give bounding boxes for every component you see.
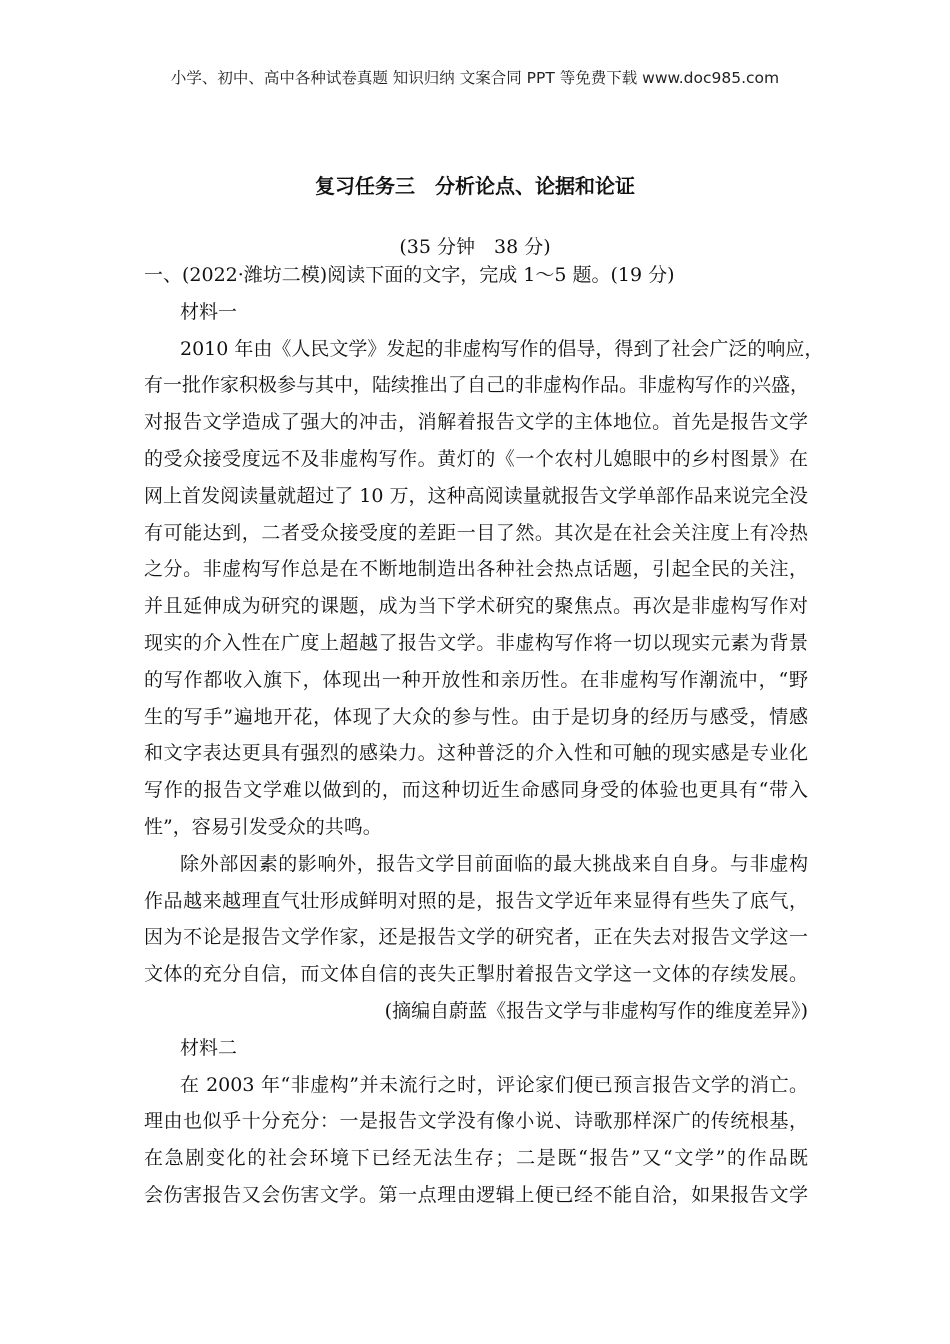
paragraph-line: 和文字表达更具有强烈的感染力。这种普泛的介入性和可触的现实感是专业化: [144, 742, 808, 765]
paragraph-line: 会伤害报告又会伤害文学。第一点理由逻辑上便已经不能自洽，如果报告文学: [144, 1183, 808, 1206]
page-title: 复习任务三 分析论点、论据和论证: [315, 174, 635, 198]
material2-heading: 材料二: [180, 1036, 238, 1059]
paragraph-line: 有一批作家积极参与其中，陆续推出了自己的非虚构作品。非虚构写作的兴盛，: [144, 374, 810, 397]
paragraph-line: 有可能达到，二者受众接受度的差距一目了然。其次是在社会关注度上有冷热: [144, 521, 808, 544]
paragraph-line: 写作的报告文学难以做到的，而这种切近生命感同身受的体验也更具有“带入: [144, 779, 808, 802]
paragraph-line: 现实的介入性在广度上超越了报告文学。非虚构写作将一切以现实元素为背景: [144, 631, 808, 654]
time-score-info: (35 分钟 38 分): [399, 236, 551, 258]
paragraph-line: 生的写手”遍地开花，体现了大众的参与性。由于是切身的经历与感受，情感: [144, 705, 808, 728]
paragraph-line: 2010 年由《人民文学》发起的非虚构写作的倡导，得到了社会广泛的响应，: [180, 337, 824, 360]
paragraph-line: 的写作都收入旗下，体现出一种开放性和亲历性。在非虚构写作潮流中，“野: [144, 668, 808, 691]
paragraph-line: 性”，容易引发受众的共鸣。: [144, 815, 382, 838]
paragraph-line: 网上首发阅读量就超过了 10 万，这种高阅读量就报告文学单部作品来说完全没: [144, 484, 808, 507]
paragraph-line: 理由也似乎十分充分：一是报告文学没有像小说、诗歌那样深广的传统根基，: [144, 1110, 808, 1133]
document-body: [144, 257, 824, 1214]
paragraph-line: 除外部因素的影响外，报告文学目前面临的最大挑战来自自身。与非虚构: [180, 852, 808, 875]
site-header: 小学、初中、高中各种试卷真题 知识归纳 文案合同 PPT 等免费下载 www.doc985.com: [170, 69, 780, 87]
paragraph-line: 在急剧变化的社会环境下已经无法生存；二是既“报告”又“文学”的作品既: [144, 1147, 808, 1170]
paragraph-line: 文体的充分自信，而文体自信的丧失正掣肘着报告文学这一文体的存续发展。: [144, 963, 808, 986]
paragraph-line: 在 2003 年“非虚构”并未流行之时，评论家们便已预言报告文学的消亡。: [180, 1073, 808, 1096]
paragraph-line: 的受众接受度远不及非虚构写作。黄灯的《一个农村儿媳眼中的乡村图景》在: [144, 447, 808, 470]
paragraph-line: 并且延伸成为研究的课题，成为当下学术研究的聚焦点。再次是非虚构写作对: [144, 595, 808, 618]
paragraph-line: 对报告文学造成了强大的冲击，消解着报告文学的主体地位。首先是报告文学: [144, 411, 808, 434]
paragraph-line: 之分。非虚构写作总是在不断地制造出各种社会热点话题，引起全民的关注，: [144, 558, 808, 581]
question-intro: 一、(2022·潍坊二模)阅读下面的文字，完成 1～5 题。(19 分): [144, 264, 675, 286]
paragraph-line: 因为不论是报告文学作家，还是报告文学的研究者，正在失去对报告文学这一: [144, 926, 808, 949]
paragraph-line: 作品越来越理直气壮形成鲜明对照的是，报告文学近年来显得有些失了底气，: [144, 889, 808, 912]
material1-heading: 材料一: [180, 300, 238, 323]
source-citation: (摘编自蔚蓝《报告文学与非虚构写作的维度差异》): [384, 999, 808, 1022]
